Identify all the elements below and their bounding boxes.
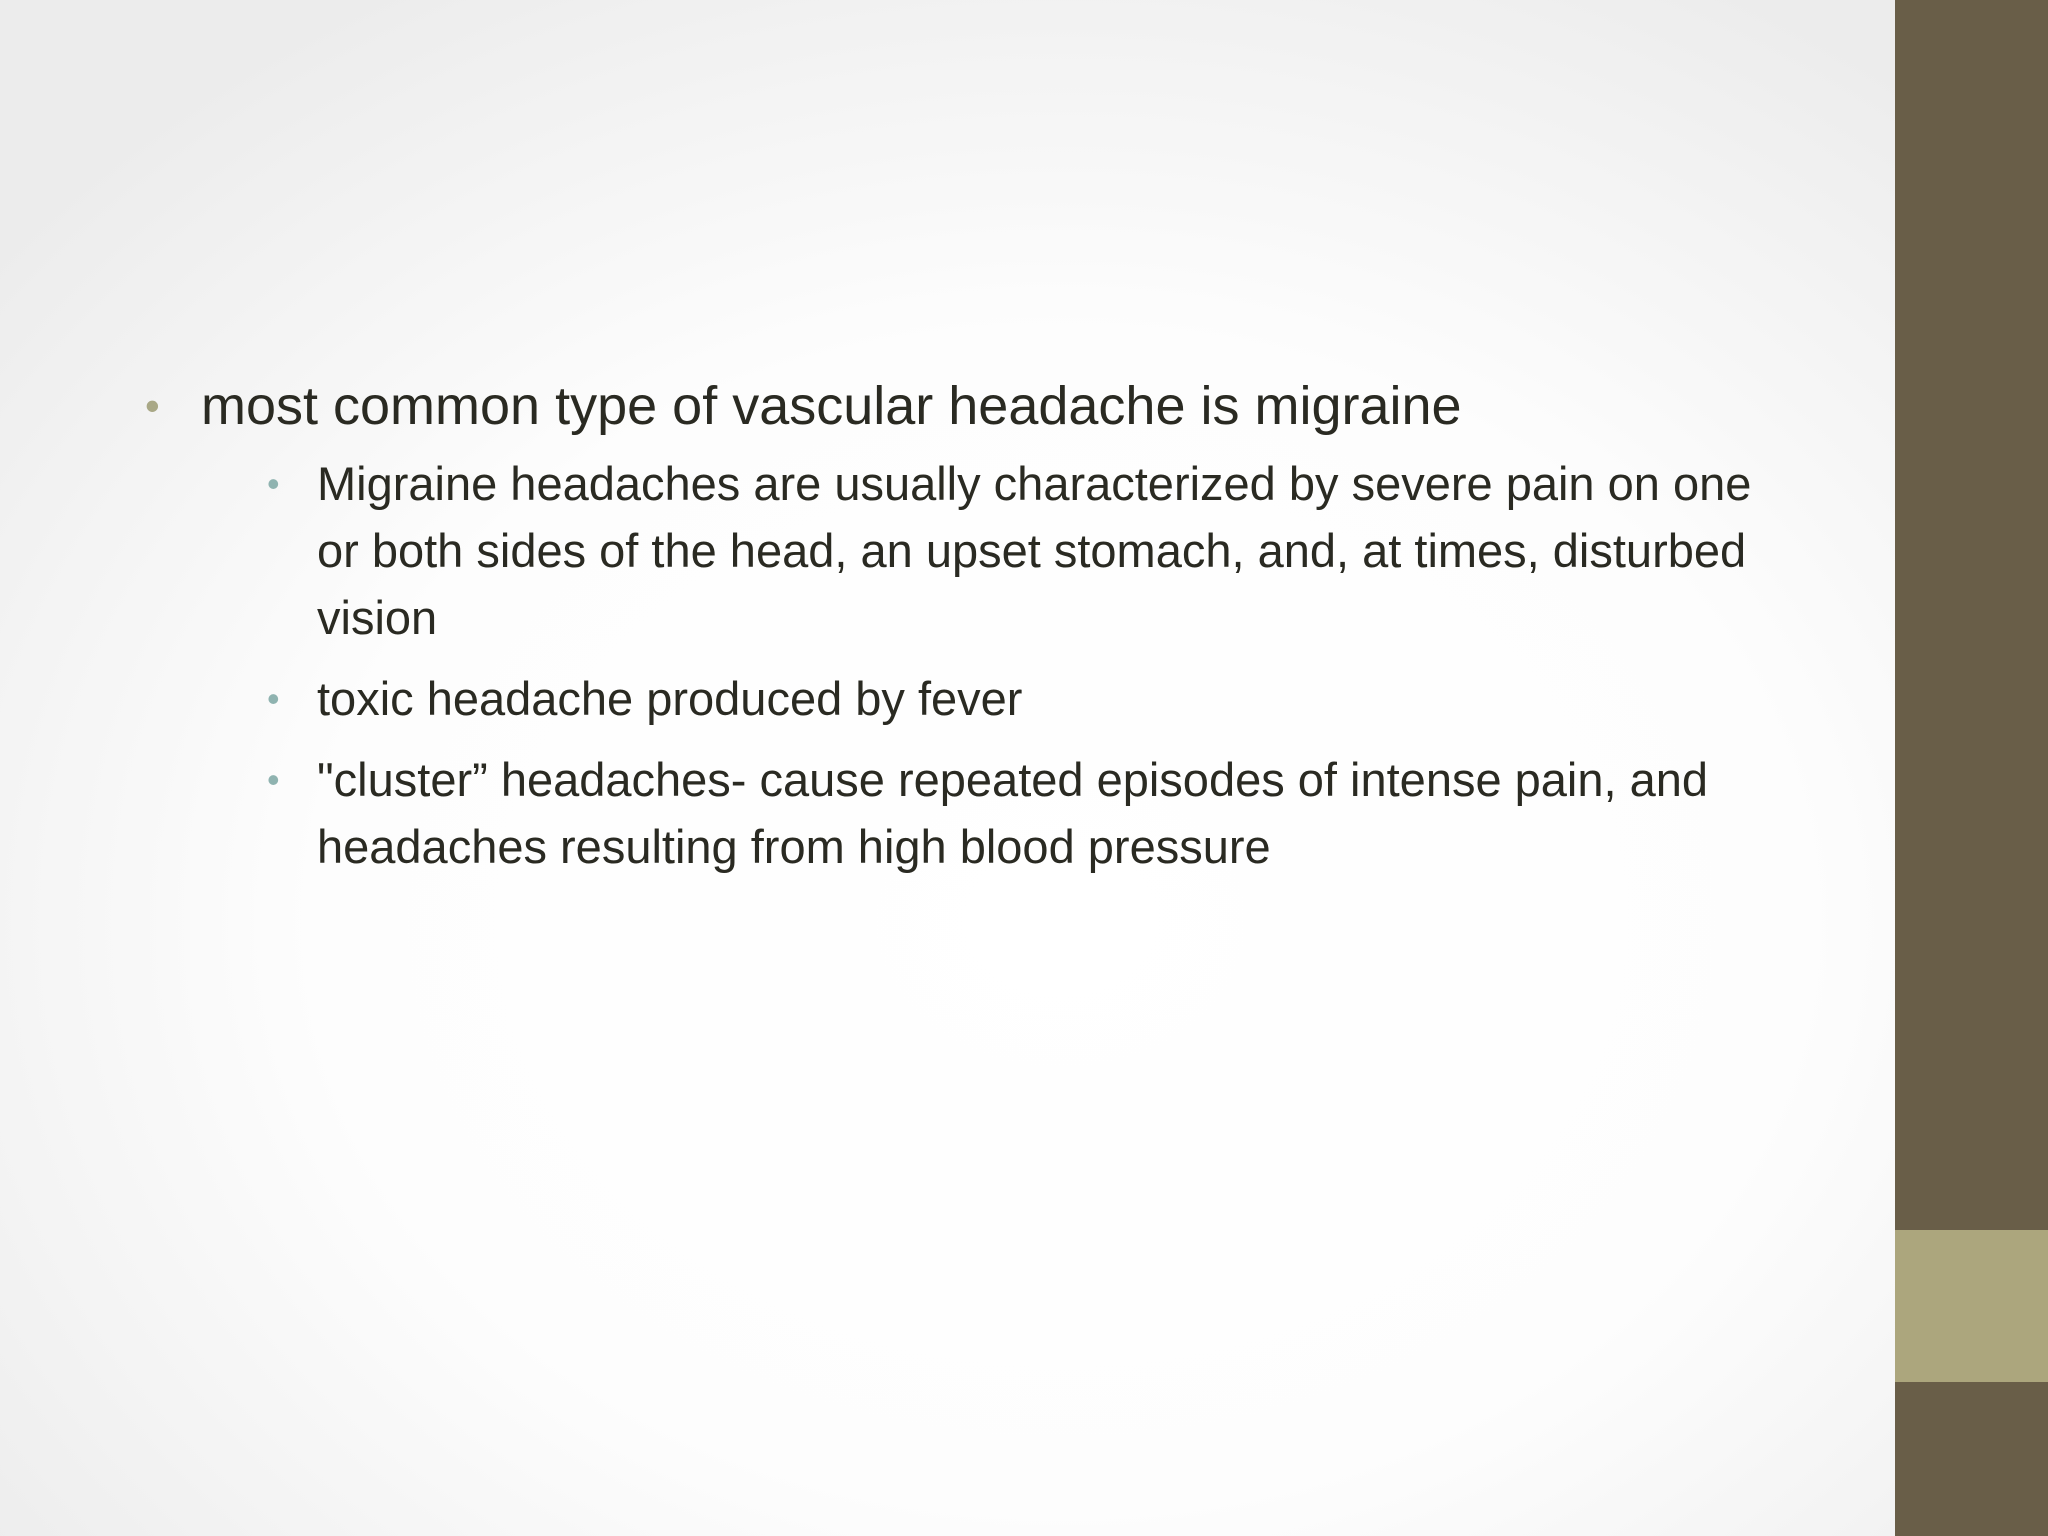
- sub-bullet-icon: •: [267, 759, 280, 800]
- bullet-icon: •: [145, 382, 160, 429]
- bullet-text: most common type of vascular headache is migraine: [201, 376, 1462, 436]
- sub-bullet-item: [267, 450, 1765, 651]
- side-decor-accent: [1895, 1230, 2048, 1382]
- sub-bullet-text: "cluster” headaches- cause repeated episodes of intense pain, and headaches resulting from high blood pressure: [317, 753, 1709, 873]
- sub-bullet-icon: •: [267, 463, 280, 504]
- sub-bullet-item: [267, 746, 1765, 880]
- sub-bullet-list: [201, 450, 1765, 880]
- sub-bullet-icon: •: [267, 678, 280, 719]
- bullet-item: [145, 372, 1765, 880]
- sub-bullet-item: [267, 665, 1765, 732]
- sub-bullet-text: toxic headache produced by fever: [317, 672, 1023, 725]
- slide-body: [145, 372, 1765, 894]
- sub-bullet-text: Migraine headaches are usually characterized by severe pain on one or both sides of the head, an upset stomach, and, at times, disturbed vision: [317, 457, 1752, 644]
- bullet-list: [145, 372, 1765, 880]
